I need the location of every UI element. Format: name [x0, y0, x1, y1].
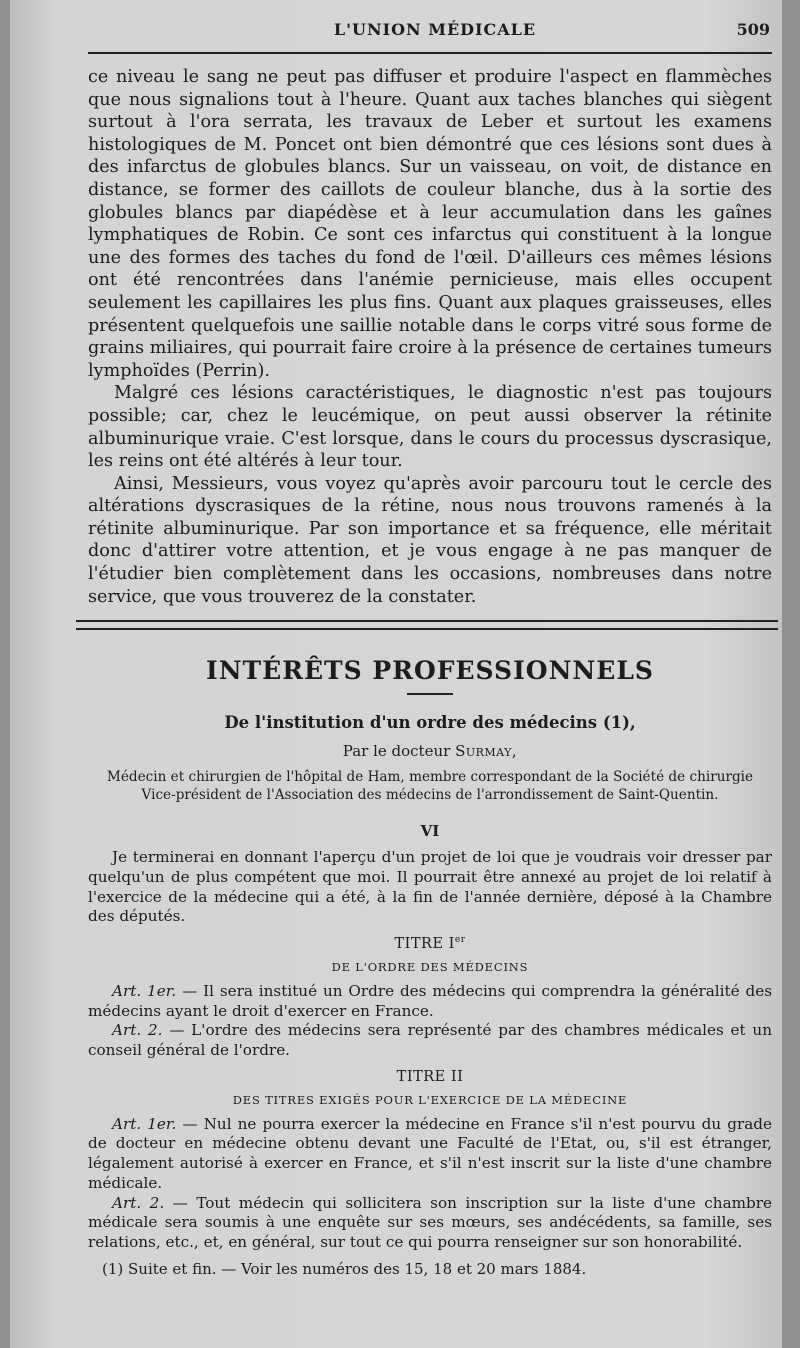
author-line — [88, 742, 772, 760]
part-number: VI — [420, 822, 440, 841]
titre-2-subtitle: DES TITRES EXIGÉS POUR L'EXERCICE DE LA MÉDECINE — [232, 1092, 628, 1107]
article-label: Art. 1er. — [112, 981, 177, 1000]
page-body — [88, 66, 772, 1279]
titre-1-article-1: Art. 1er. — Il sera institué un Ordre des médecins qui comprendra la généralité des médecins ayant le droit d'exercer en France. — [88, 981, 773, 1020]
affiliation-line-2: Vice-président de l'Association des médecins de l'arrondissement de Saint-Quentin. — [141, 787, 719, 804]
titre-1-subtitle: DE L'ORDRE DES MÉDECINS — [331, 959, 529, 974]
titre-2-article-2: Art. 2. — Tout médecin qui sollicitera son inscription sur la liste d'une chambre médicale sera soumis à une enquête sur ses mœurs, ses andécédents, sa famille, ses relations, etc., et, en général, sur tout ce qui pourra renseigner sur son honorabilité. — [88, 1193, 773, 1251]
author-prefix: Par le docteur — [342, 742, 451, 761]
titre-2-article-1: Art. 1er. — Nul ne pourra exercer la médecine en France s'il n'est pourvu du grade de docteur en médecine obtenu devant une Faculté de l'Etat, ou, s'il est étranger, légalement autorisé à exercer en France, et s'il n'est inscrit sur la liste d'une chambre médicale. — [88, 1114, 772, 1192]
titre-2-heading: TITRE II — [396, 1068, 464, 1085]
header-rule — [88, 52, 772, 54]
section-heading: INTÉRÊTS PROFESSIONNELS — [206, 656, 654, 686]
titre-1-heading: TITRE Ier — [394, 935, 466, 952]
journal-page — [10, 0, 782, 1348]
section-divider — [76, 620, 778, 630]
paragraph-3: Ainsi, Messieurs, vous voyez qu'après avoir parcouru tout le cercle des altérations dyscrasiques de la rétine, nous nous trouvons ramenés à la rétinite albuminurique. Par son importance et sa fréquence, elle méritait donc d'attirer votre attention, et je vous engage à ne pas manquer de l'étudier bien complètement dans les occasions, nombreuses dans notre service, que vous trouverez de la constater. — [88, 473, 772, 607]
running-title: L'UNION MÉDICALE — [333, 20, 537, 39]
article-label: Art. 2. — [112, 1021, 163, 1040]
article-label: Art. 2. — [112, 1193, 165, 1212]
page-number: 509 — [736, 20, 770, 39]
affiliation-line-1: Médecin et chirurgien de l'hôpital de Ham, membre correspondant de la Société de chirurgie — [106, 769, 754, 786]
footnote: (1) Suite et fin. — Voir les numéros des 15, 18 et 20 mars 1884. — [102, 1259, 587, 1278]
titre-1-article-2: Art. 2. — L'ordre des médecins sera représenté par des chambres médicales et un conseil général de l'ordre. — [88, 1021, 772, 1059]
paragraph-2: Malgré ces lésions caractéristiques, le diagnostic n'est pas toujours possible; car, chez le leucémique, on peut aussi observer la rétinite albuminurique vraie. C'est lorsque, dans le cours du processus dyscrasique, les reins ont été altérés à leur tour. — [88, 383, 772, 472]
intro-paragraph: Je terminerai en donnant l'aperçu d'un projet de loi que je voudrais voir dresser par quelqu'un de plus compétent que moi. Il pourrait être annexé au projet de loi relatif à l'exercice de la médecine qui a été, à la fin de l'année dernière, déposé à la Chambre des députés. — [88, 848, 772, 926]
paragraph-1: ce niveau le sang ne peut pas diffuser et produire l'aspect en flammèches que nous signalions tout à l'heure. Quant aux taches blanches qui siègent surtout à l'ora serrata, les travaux de Leber et surtout les examens histologiques de M. Poncet ont bien démontré que ces lésions sont dues à des infarctus de globules blancs. Sur un vaisseau, on voit, de distance en distance, se former des caillots de couleur blanche, dus à la sortie des globules blancs par diapédèse et à leur accumulation dans les gaînes lymphatiques de Robin. Ce sont ces infarctus qui constituent à la longue une des formes des taches du fond de l'œil. D'ailleurs ces mêmes lésions ont été rencontrées dans l'anémie pernicieuse, mais elles occupent seulement les capillaires les plus fins. Quant aux plaques graisseuses, elles présentent quelquefois une saillie notable dans le corps vitré sous forme de grains miliaires, qui pourrait faire croire à la présence de certaines tumeurs lymphoïdes (Perrin). — [88, 67, 772, 381]
author-affiliation — [88, 768, 772, 804]
author-name: Surmay, — [455, 742, 518, 761]
article-label: Art. 1er. — [112, 1114, 177, 1133]
article-title: De l'institution d'un ordre des médecins (1), — [224, 713, 636, 733]
running-header — [88, 20, 782, 44]
heading-underline — [407, 693, 453, 695]
